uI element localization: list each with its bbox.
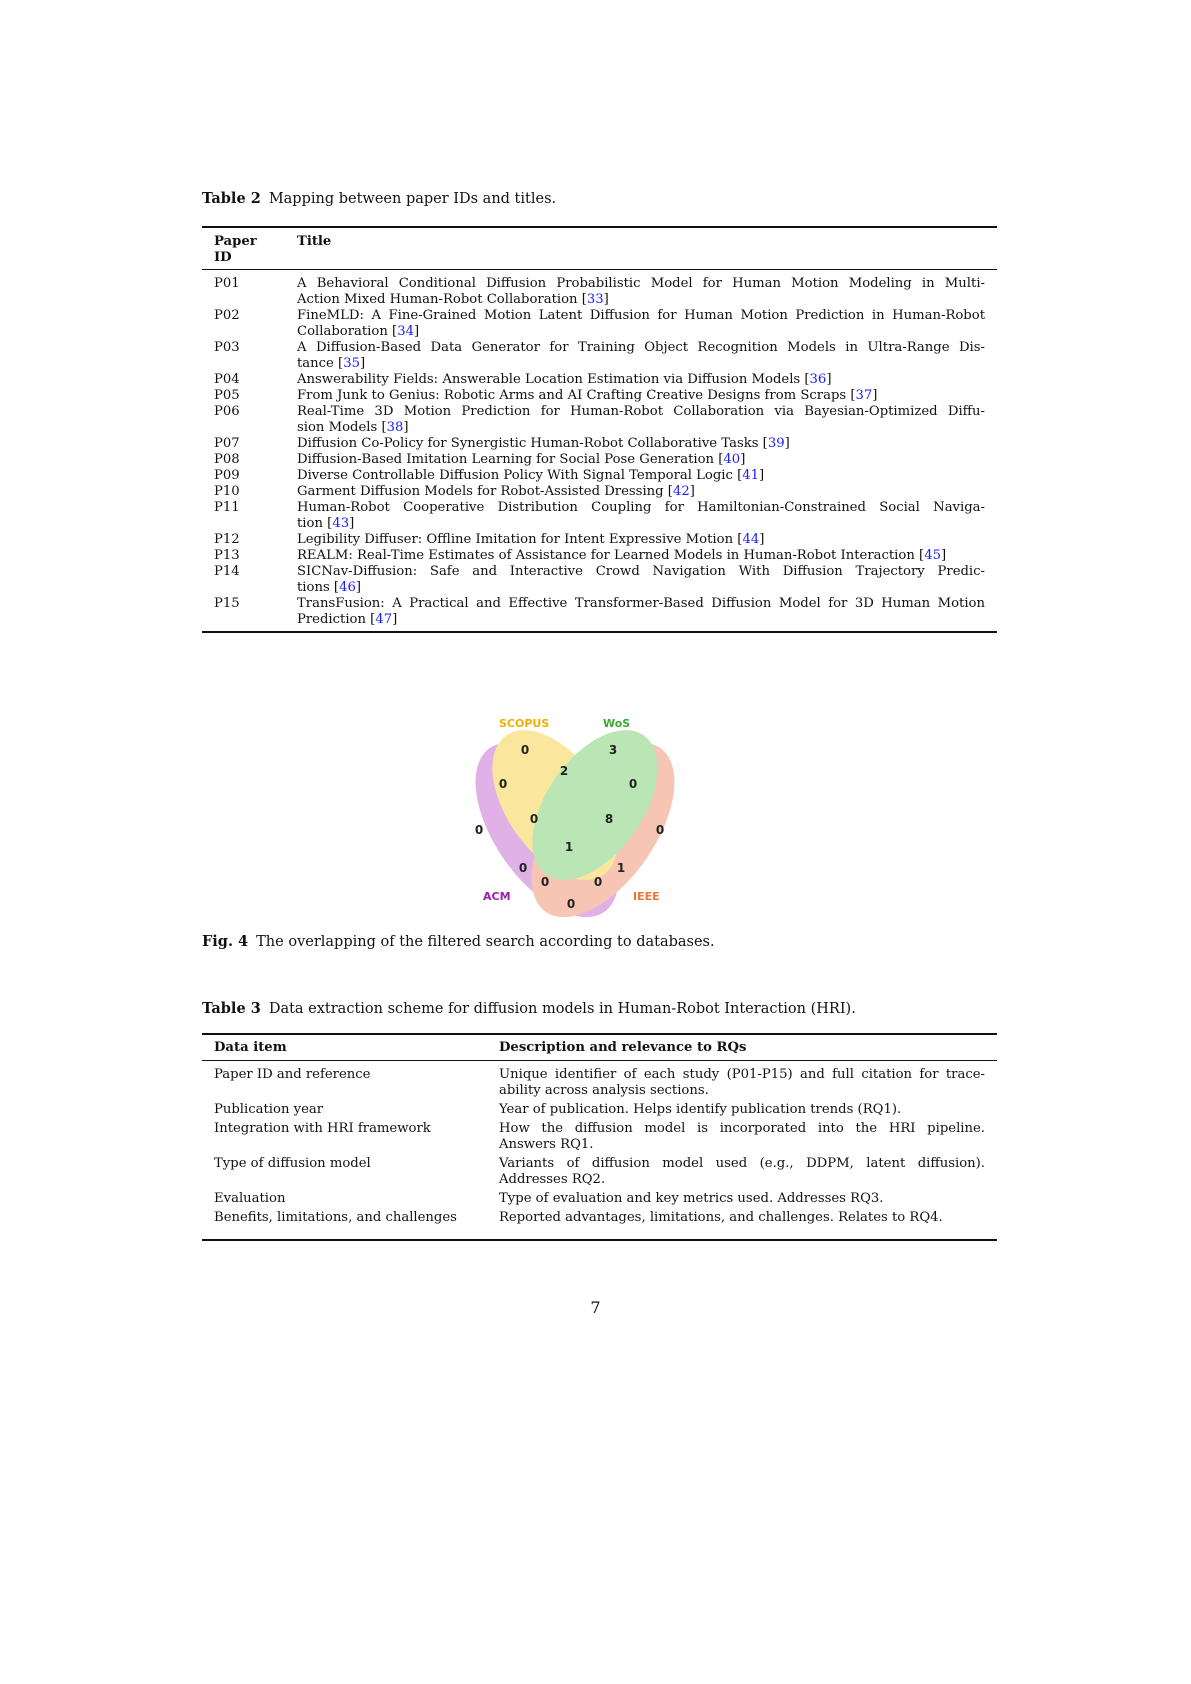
table3-caption: [202, 1000, 856, 1018]
table2-title-text: tance: [297, 356, 339, 371]
venn-label-acm: ACM: [483, 890, 511, 903]
table2-title-text: TransFusion: A Practical and Effective Transformer-Based Diffusion Model for 3D Human Motion: [297, 596, 985, 611]
table2-title-line: [297, 276, 985, 292]
table3-bottom-rule: [202, 1239, 997, 1241]
venn-count-wos-acm-ieee: 0: [540, 875, 550, 889]
venn-count-scopus-ieee: 1: [616, 861, 626, 875]
venn-count-scopus-wos-ieee: 8: [604, 812, 614, 826]
table2-title-line: REALM: Real-Time Estimates of Assistance for Learned Models in Human-Robot Interaction [45]: [297, 548, 947, 563]
table3-description: [499, 1102, 985, 1118]
table2-title-line: Garment Diffusion Models for Robot-Assisted Dressing [42]: [297, 484, 695, 499]
venn-count-ieee-only: 0: [655, 823, 665, 837]
table2-title-text: A Diffusion-Based Data Generator for Training Object Recognition Models in Ultra-Range Dis-: [297, 340, 985, 355]
table2-title-line: [297, 404, 985, 420]
table3-description-line: Type of evaluation and key metrics used. Addresses RQ3.: [499, 1191, 884, 1206]
table2-title-text: A Behavioral Conditional Diffusion Probabilistic Model for Human Motion Modeling in Multi-: [297, 276, 985, 291]
citation-link[interactable]: 43: [332, 516, 350, 531]
table2-title-line: sion Models [38]: [297, 420, 409, 435]
table2-paper-id: P05: [214, 388, 240, 403]
table3-description-line: Unique identifier of each study (P01-P15) and full citation for trace-: [499, 1067, 985, 1082]
citation-link[interactable]: 45: [924, 548, 941, 563]
table3-data-item: Paper ID and reference: [214, 1067, 371, 1082]
table3-description-line: Variants of diffusion model used (e.g., DDPM, latent diffusion).: [499, 1156, 985, 1171]
table3-data-item: Type of diffusion model: [214, 1156, 371, 1171]
table2-paper-id: P07: [214, 436, 240, 451]
table3-description: [499, 1156, 985, 1188]
table2-paper-id: P04: [214, 372, 240, 387]
table2-title-text: SICNav-Diffusion: Safe and Interactive Crowd Navigation With Diffusion Trajectory Predic-: [297, 564, 985, 579]
table2-title-line: Diffusion Co-Policy for Synergistic Human-Robot Collaborative Tasks [39]: [297, 436, 790, 451]
table2-paper-title: [297, 532, 985, 548]
venn-count-scopus-acm-ieee: 0: [593, 875, 603, 889]
table2-title-line: Answerability Fields: Answerable Location Estimation via Diffusion Models [36]: [297, 372, 832, 387]
venn-label-scopus: SCOPUS: [499, 717, 550, 730]
table3-col-desc: Description and relevance to RQs: [499, 1040, 747, 1055]
table2-caption: [202, 190, 556, 208]
venn-count-wos-only: 3: [608, 743, 618, 757]
table3-description: [499, 1191, 985, 1207]
table2-paper-id: P09: [214, 468, 240, 483]
table2-caption-label: Table 2: [202, 190, 261, 207]
table3-caption-text: Data extraction scheme for diffusion models in Human-Robot Interaction (HRI).: [268, 1001, 856, 1017]
table2-title-text: REALM: Real-Time Estimates of Assistance for Learned Models in Human-Robot Interaction: [297, 548, 920, 563]
table2-title-text: Real-Time 3D Motion Prediction for Human-Robot Collaboration via Bayesian-Optimized Diffu-: [297, 404, 985, 419]
table2-header-rule: [202, 269, 997, 270]
table2-title-line: Legibility Diffuser: Offline Imitation for Intent Expressive Motion [44]: [297, 532, 765, 547]
table3-col-item: Data item: [214, 1040, 287, 1055]
table3-header-rule: [202, 1060, 997, 1061]
table2-paper-title: [297, 468, 985, 484]
table2-paper-id: P10: [214, 484, 240, 499]
table2-title-text: Prediction: [297, 612, 371, 627]
table2-top-rule: [202, 226, 997, 228]
table2-title-line: Diverse Controllable Diffusion Policy With Signal Temporal Logic [41]: [297, 468, 765, 483]
table2-title-text: tion: [297, 516, 328, 531]
citation-link[interactable]: 33: [586, 292, 604, 307]
table2-title-text: sion Models: [297, 420, 382, 435]
table2-paper-title: [297, 436, 985, 452]
table3-description-line: Addresses RQ2.: [499, 1172, 606, 1187]
table2-title-text: Diverse Controllable Diffusion Policy With Signal Temporal Logic: [297, 468, 738, 483]
table3-description-line: ability across analysis sections.: [499, 1083, 709, 1098]
table2-paper-id: P06: [214, 404, 240, 419]
venn-label-ieee: IEEE: [633, 890, 660, 903]
table2-paper-id: P15: [214, 596, 240, 611]
table2-title-line: Collaboration [34]: [297, 324, 420, 339]
table3-description-line: Year of publication. Helps identify publication trends (RQ1).: [499, 1102, 902, 1117]
table2-paper-id: P13: [214, 548, 240, 563]
figure4-caption-label: Fig. 4: [202, 933, 249, 950]
citation-link[interactable]: 34: [397, 324, 414, 339]
table2-paper-id: P02: [214, 308, 240, 323]
table2-title-line: Prediction [47]: [297, 612, 398, 627]
table2-col-id-line1: Paper: [214, 234, 257, 249]
table3-description-line: How the diffusion model is incorporated into the HRI pipeline.: [499, 1121, 985, 1136]
table2-paper-title: [297, 500, 985, 532]
citation-link[interactable]: 39: [767, 436, 785, 451]
venn-count-scopus-wos-acm: 0: [529, 812, 539, 826]
venn-count-acm-only: 0: [474, 823, 484, 837]
table2-title-line: tion [43]: [297, 516, 355, 531]
table2-title-text: Diffusion-Based Imitation Learning for Social Pose Generation: [297, 452, 719, 467]
citation-link[interactable]: 41: [742, 468, 760, 483]
table2-title-text: Legibility Diffuser: Offline Imitation for Intent Expressive Motion: [297, 532, 738, 547]
venn-diagram: [455, 710, 695, 925]
table2-title-line: [297, 596, 985, 612]
table2-paper-id: P03: [214, 340, 240, 355]
table2-paper-id: P14: [214, 564, 240, 579]
table2-bottom-rule: [202, 631, 997, 633]
table2-paper-title: [297, 404, 985, 436]
table2-col-id-line2: ID: [214, 250, 232, 265]
venn-count-acm-wos: 0: [518, 861, 528, 875]
table2-title-text: Action Mixed Human-Robot Collaboration: [297, 292, 582, 307]
table3-description-line: Answers RQ1.: [499, 1137, 594, 1152]
table2-title-text: Answerability Fields: Answerable Location Estimation via Diffusion Models: [297, 372, 805, 387]
table2-title-line: [297, 500, 985, 516]
table2-title-text: Collaboration: [297, 324, 393, 339]
table2-col-title: Title: [297, 234, 332, 249]
page-number: 7: [590, 1298, 601, 1317]
figure4-caption-text: The overlapping of the filtered search according to databases.: [256, 934, 715, 950]
citation-link[interactable]: 37: [855, 388, 873, 403]
citation-link[interactable]: 40: [723, 452, 741, 467]
venn-count-acm-ieee: 0: [566, 897, 576, 911]
citation-link[interactable]: 35: [343, 356, 360, 371]
citation-link[interactable]: 46: [339, 580, 356, 595]
table2-title-line: From Junk to Genius: Robotic Arms and AI Crafting Creative Designs from Scraps [37]: [297, 388, 878, 403]
table2-title-line: tions [46]: [297, 580, 362, 595]
table3-data-item: Publication year: [214, 1102, 324, 1117]
table3-data-item: Evaluation: [214, 1191, 286, 1206]
table2-title-line: [297, 564, 985, 580]
table3-description: [499, 1121, 985, 1153]
table2-title-text: Garment Diffusion Models for Robot-Assisted Dressing: [297, 484, 668, 499]
table2-title-text: Diffusion Co-Policy for Synergistic Human-Robot Collaborative Tasks: [297, 436, 763, 451]
table2-title-line: [297, 308, 985, 324]
table2-title-line: Action Mixed Human-Robot Collaboration [33]: [297, 292, 609, 307]
venn-count-wos-ieee: 0: [628, 777, 638, 791]
table2-title-line: tance [35]: [297, 356, 366, 371]
citation-link[interactable]: 44: [742, 532, 760, 547]
table2-title-text: tions: [297, 580, 334, 595]
table2-title-text: Human-Robot Cooperative Distribution Coupling for Hamiltonian-Constrained Social Naviga-: [297, 500, 985, 515]
table2-title-line: [297, 340, 985, 356]
table2-paper-id: P08: [214, 452, 240, 467]
table2-paper-title: [297, 596, 985, 628]
citation-link[interactable]: 36: [809, 372, 827, 387]
venn-count-scopus-wos: 2: [559, 764, 569, 778]
citation-link[interactable]: 47: [375, 612, 393, 627]
table2-paper-title: [297, 548, 985, 564]
venn-count-scopus-acm: 0: [498, 777, 508, 791]
table2-paper-id: P12: [214, 532, 240, 547]
table2-paper-title: [297, 308, 985, 340]
table2-col-id: [214, 234, 257, 266]
table2-paper-title: [297, 564, 985, 596]
table3-description: [499, 1067, 985, 1099]
citation-link[interactable]: 42: [672, 484, 690, 499]
table2-title-text: From Junk to Genius: Robotic Arms and AI Crafting Creative Designs from Scraps: [297, 388, 851, 403]
table3-description: [499, 1210, 985, 1226]
table2-paper-title: [297, 452, 985, 468]
table3-description-line: Reported advantages, limitations, and challenges. Relates to RQ4.: [499, 1210, 943, 1225]
table2-paper-title: [297, 388, 985, 404]
table2-title-text: FineMLD: A Fine-Grained Motion Latent Diffusion for Human Motion Prediction in Human-Robot: [297, 308, 985, 323]
table2-paper-title: [297, 276, 985, 308]
table2-paper-id: P01: [214, 276, 240, 291]
venn-count-scopus-only: 0: [520, 743, 530, 757]
citation-link[interactable]: 38: [386, 420, 404, 435]
table3-top-rule: [202, 1033, 997, 1035]
table2-paper-title: [297, 372, 985, 388]
table2-caption-text: Mapping between paper IDs and titles.: [268, 191, 557, 207]
table2-paper-title: [297, 484, 985, 500]
table2-paper-id: P11: [214, 500, 240, 515]
venn-label-wos: WoS: [603, 717, 631, 730]
table2-title-line: Diffusion-Based Imitation Learning for Social Pose Generation [40]: [297, 452, 746, 467]
table2-paper-title: [297, 340, 985, 372]
figure4-caption: [202, 933, 715, 951]
table3-caption-label: Table 3: [202, 1000, 261, 1017]
table3-data-item: Benefits, limitations, and challenges: [214, 1210, 457, 1225]
venn-count-all: 1: [564, 840, 574, 854]
table3-data-item: Integration with HRI framework: [214, 1121, 431, 1136]
